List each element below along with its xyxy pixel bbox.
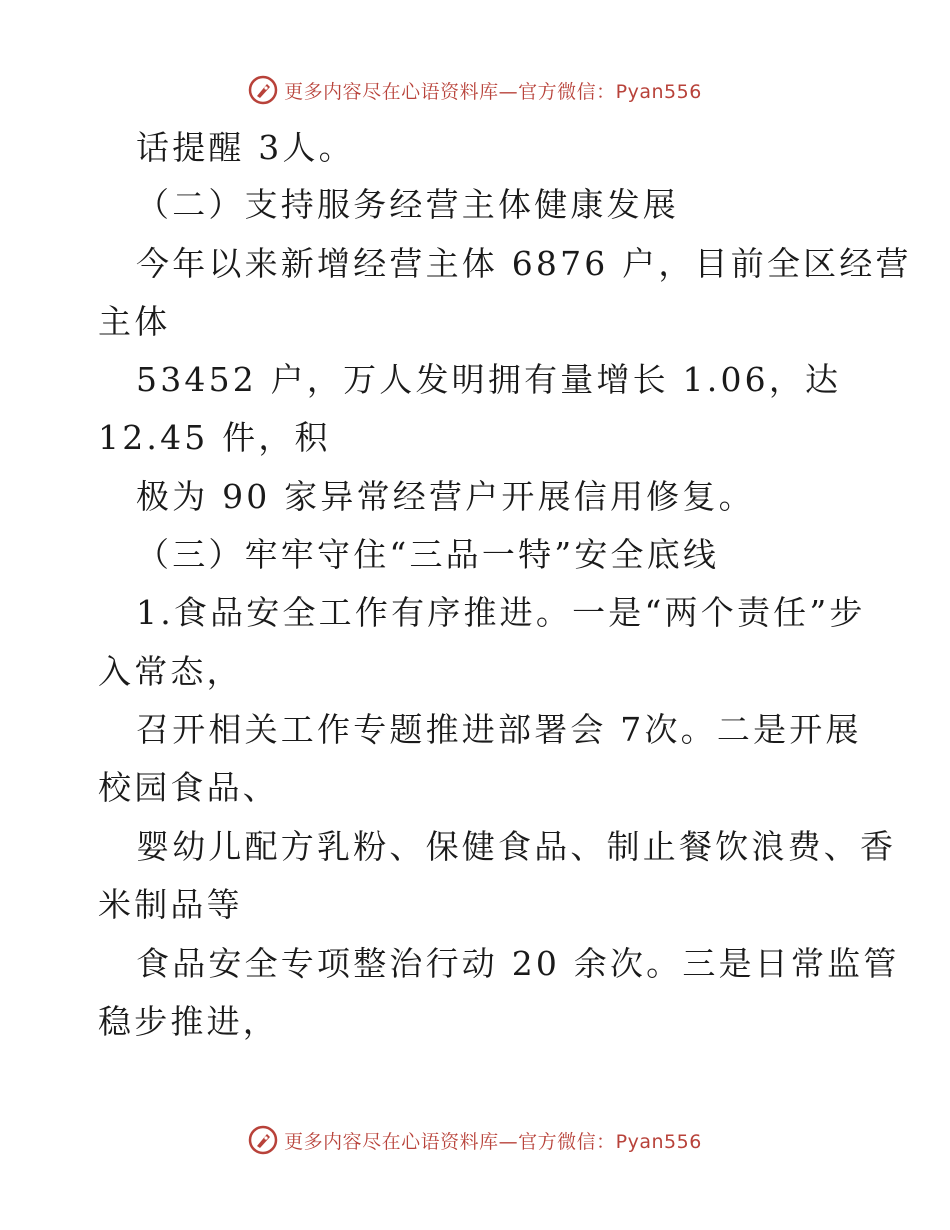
text-line: 米制品等 (98, 885, 243, 924)
text-line: 入常态， (98, 652, 243, 691)
text-line: 话提醒 3人。 (136, 128, 355, 167)
text-line: 今年以来新增经营主体 6876 户，目前全区经营 (136, 244, 912, 283)
pen-nib-logo-icon (248, 1125, 278, 1155)
text-line: 婴幼儿配方乳粉、保健食品、制止餐饮浪费、香 (136, 827, 897, 866)
text-line: 召开相关工作专题推进部署会 7次。二是开展 (136, 710, 862, 749)
section-heading: （二）支持服务经营主体健康发展 (136, 185, 679, 224)
text-line: 53452 户，万人发明拥有量增长 1.06，达 (136, 360, 842, 399)
text-line: 校园食品、 (98, 768, 279, 807)
text-line: 食品安全专项整治行动 20 余次。三是日常监管 (136, 944, 900, 983)
banner-text: 更多内容尽在心语资料库—官方微信：Pyan556 (284, 80, 702, 103)
section-heading: （三）牢牢守住“三品一特”安全底线 (136, 535, 720, 574)
text-line: 主体 (98, 302, 171, 341)
text-line: 1.食品安全工作有序推进。一是“两个责任”步 (136, 593, 866, 632)
text-line: 12.45 件，积 (98, 418, 331, 457)
banner-text: 更多内容尽在心语资料库—官方微信：Pyan556 (284, 1130, 702, 1153)
text-line: 极为 90 家异常经营户开展信用修复。 (136, 477, 755, 516)
footer-banner (0, 1120, 950, 1160)
text-line: 稳步推进， (98, 1002, 279, 1041)
